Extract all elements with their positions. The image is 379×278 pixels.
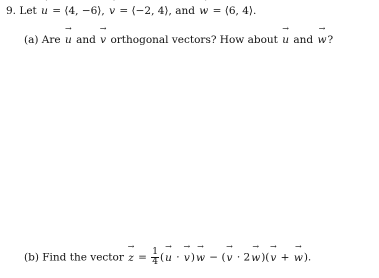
minus-operator: − [209, 251, 219, 264]
part-a-vector-w: → w [316, 33, 327, 47]
paren-close-open: )( [261, 251, 270, 264]
vector-v-value: = ⟨−2, 4⟩, [119, 5, 172, 17]
part-a-vector-u: → u [64, 33, 73, 47]
part-b-label: (b) [24, 251, 39, 264]
part-b-vector-v-3: → v [269, 251, 277, 265]
fraction-denominator: 4 [152, 257, 158, 267]
part-b-text: Find the vector [42, 251, 124, 264]
vector-w: → w [198, 4, 209, 18]
part-a-vector-u-2: → u [281, 33, 290, 47]
part-b-vector-v: → v [183, 251, 191, 265]
problem-number: 9. [6, 5, 17, 17]
part-a-text-2: orthogonal vectors? How about [110, 34, 278, 46]
vector-u: → u [40, 4, 49, 18]
fraction-one-quarter [151, 248, 159, 267]
part-b-vector-u: → u [164, 251, 173, 265]
problem-statement [6, 4, 256, 18]
part-a-label: (a) [24, 34, 39, 46]
problem-intro: Let [19, 5, 37, 17]
part-a [24, 33, 333, 47]
part-b-vector-w-3: → w [293, 251, 304, 265]
part-b-vector-z: → z [127, 251, 135, 265]
part-b [24, 248, 311, 267]
vector-w-value: = ⟨6, 4⟩. [212, 5, 257, 17]
part-b-vector-w-2: → w [250, 251, 261, 265]
paren-open-2: ( [221, 251, 226, 264]
vector-v: → v [108, 4, 116, 18]
dot-operator-1: · [176, 251, 180, 264]
part-b-equals: = [138, 251, 147, 264]
paren-open-1: ( [159, 251, 165, 264]
part-a-vector-v: → v [99, 33, 107, 47]
part-a-and-1: and [76, 34, 96, 46]
part-a-text-1: Are [41, 34, 61, 46]
part-a-question-mark: ? [327, 34, 334, 46]
vector-u-value: = ⟨4, −6⟩, [52, 5, 105, 17]
and-word: and [175, 5, 195, 17]
part-b-vector-w: → w [195, 251, 206, 265]
fraction-numerator: 1 [152, 247, 158, 257]
plus-operator: + [280, 251, 290, 264]
paren-close-1: ) [190, 251, 195, 264]
part-a-and-2: and [293, 34, 314, 46]
part-b-vector-v-2: → v [226, 251, 234, 265]
dot-operator-2: · 2 [236, 251, 251, 264]
paren-close-3: ). [303, 251, 312, 264]
